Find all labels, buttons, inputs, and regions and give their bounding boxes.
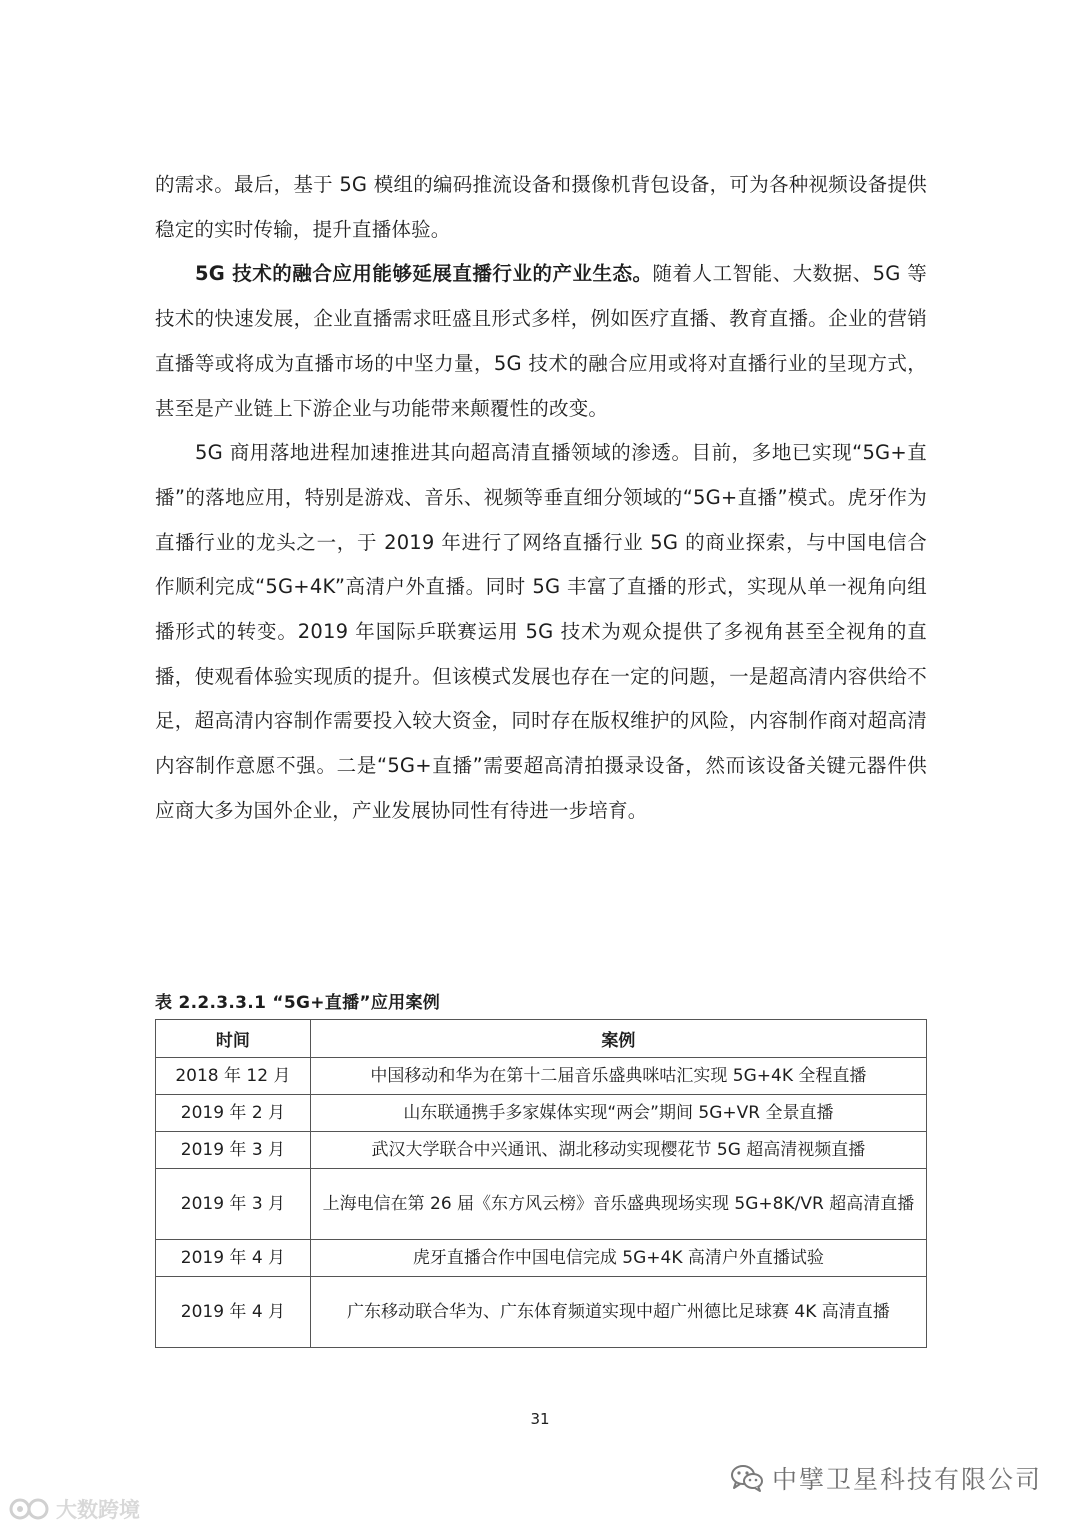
wechat-icon [730, 1463, 764, 1493]
body-text [155, 163, 927, 834]
cell-case: 上海电信在第 26 届《东方风云榜》音乐盛典现场实现 5G+8K/VR 超高清直播 [310, 1169, 926, 1240]
table-row [156, 1169, 927, 1240]
site-watermark-text: 大数跨境 [56, 1498, 140, 1522]
site-watermark [8, 1494, 140, 1524]
logo-icon [8, 1496, 52, 1522]
page-number: 31 [530, 1410, 550, 1428]
wechat-watermark [730, 1460, 1042, 1496]
table-header-row [156, 1020, 927, 1058]
cases-table [155, 1019, 927, 1348]
table-caption: 表 2.2.3.3.1 “5G+直播”应用案例 [155, 993, 441, 1013]
paragraph-3-text: 5G 商用落地进程加速推进其向超高清直播领域的渗透。目前，多地已实现“5G+直播”的落地应用，特别是游戏、音乐、视频等垂直细分领域的“5G+直播”模式。虎牙作为直播行业的龙头之一，于 2019 年进行了网络直播行业 5G 的商业探索，与中国电信合作顺利完成“5G+4K”高清户外直播。同时 5G 丰富了直播的形式，实现从单一视角向组播形式的转变。2019 年国际乒联赛运用 5G 技术为观众提供了多视角甚至全视角的直播，使观看体验实现质的提升。但该模式发展也存在一定的问题，一是超高清内容供给不足，超高清内容制作需要投入较大资金，同时存在版权维护的风险，内容制作商对超高清内容制作意愿不强。二是“5G+直播”需要超高清拍摄录设备，然而该设备关键元器件供应商大多为国外企业，产业发展协同性有待进一步培育。 [155, 441, 927, 822]
wechat-watermark-text: 中擘卫星科技有限公司 [771, 1465, 1042, 1494]
cell-case: 中国移动和华为在第十二届音乐盛典咪咕汇实现 5G+4K 全程直播 [310, 1058, 926, 1095]
paragraph-2-text: 随着人工智能、大数据、5G 等技术的快速发展，企业直播需求旺盛且形式多样，例如医疗直播、教育直播。企业的营销直播等或将成为直播市场的中坚力量，5G 技术的融合应用或将对直播行业的呈现方式，甚至是产业链上下游企业与功能带来颠覆性的改变。 [155, 262, 927, 420]
cell-time: 2019 年 4 月 [156, 1240, 311, 1277]
cell-case: 广东移动联合华为、广东体育频道实现中超广州德比足球赛 4K 高清直播 [310, 1277, 926, 1348]
table-row [156, 1095, 927, 1132]
cell-case: 武汉大学联合中兴通讯、湖北移动实现樱花节 5G 超高清视频直播 [310, 1132, 926, 1169]
table-row [156, 1058, 927, 1095]
cell-time: 2019 年 3 月 [156, 1169, 311, 1240]
table-row [156, 1240, 927, 1277]
paragraph-3 [155, 431, 927, 833]
paragraph-2 [155, 252, 927, 431]
cell-time: 2019 年 4 月 [156, 1277, 311, 1348]
cell-time: 2019 年 2 月 [156, 1095, 311, 1132]
paragraph-1 [155, 163, 927, 252]
table-row [156, 1132, 927, 1169]
cell-time: 2018 年 12 月 [156, 1058, 311, 1095]
header-time: 时间 [156, 1020, 311, 1058]
cell-case: 虎牙直播合作中国电信完成 5G+4K 高清户外直播试验 [310, 1240, 926, 1277]
table-row [156, 1277, 927, 1348]
header-case: 案例 [310, 1020, 926, 1058]
cell-case: 山东联通携手多家媒体实现“两会”期间 5G+VR 全景直播 [310, 1095, 926, 1132]
paragraph-1-text: 的需求。最后，基于 5G 模组的编码推流设备和摄像机背包设备，可为各种视频设备提供稳定的实时传输，提升直播体验。 [155, 173, 927, 241]
paragraph-2-lead: 5G 技术的融合应用能够延展直播行业的产业生态。 [195, 262, 653, 286]
cell-time: 2019 年 3 月 [156, 1132, 311, 1169]
